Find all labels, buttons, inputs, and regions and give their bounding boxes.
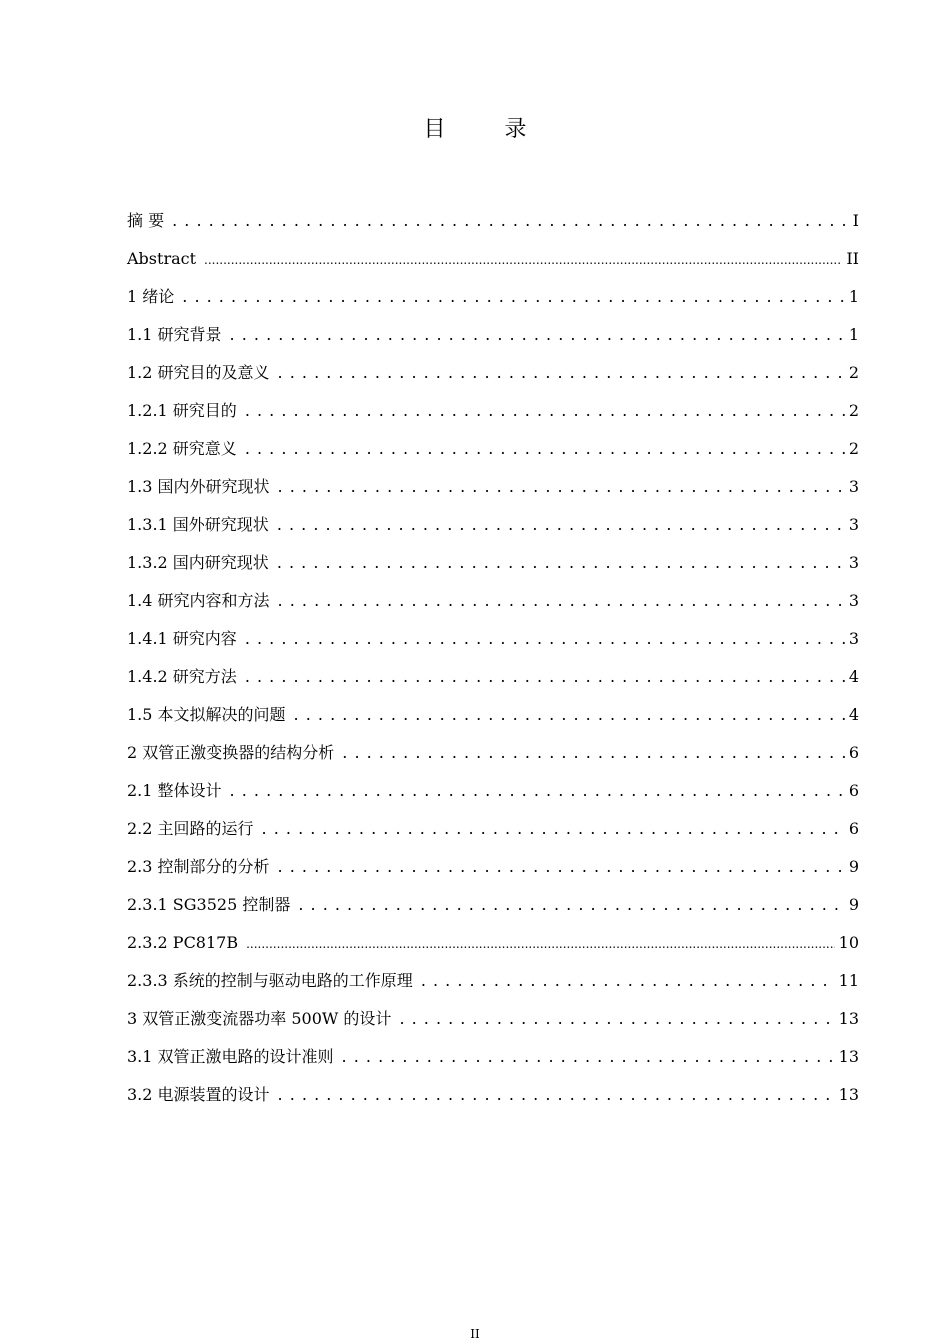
toc-leader-dots [278,1076,835,1114]
toc-entry[interactable] [127,886,859,924]
toc-leader-dots [421,962,835,1000]
toc-leader-dots [277,506,845,544]
toc-entry-label: 1.4 研究内容和方法 [127,591,270,610]
toc-entry[interactable] [127,468,859,506]
toc-entry-label: 1.3 国内外研究现状 [127,477,270,496]
toc-entry-label: 1.1 研究背景 [127,325,222,344]
toc-entry-page: II [846,249,859,268]
toc-entry[interactable] [127,430,859,468]
toc-leader-dots [399,1000,834,1038]
toc-leader-dots [278,468,845,506]
toc-leader-dots [245,620,845,658]
toc-entry-page: 1 [848,287,859,306]
toc-entry[interactable] [127,772,859,810]
toc-entry-page: 13 [838,1047,859,1066]
toc-entry-page: 1 [848,325,859,344]
toc-entry-label: 1.4.1 研究内容 [127,629,237,648]
toc-entry[interactable] [127,1000,859,1038]
toc-entry-label: 2 双管正激变换器的结构分析 [127,743,335,762]
toc-entry[interactable] [127,316,859,354]
toc-entry-label: 1.5 本文拟解决的问题 [127,705,286,724]
table-of-contents [127,202,859,1114]
toc-entry-page: 11 [838,971,859,990]
toc-entry-label: 1.2 研究目的及意义 [127,363,270,382]
toc-entry-label: 1 绪论 [127,287,175,306]
toc-entry-label: 1.3.1 国外研究现状 [127,515,269,534]
toc-entry-page: 9 [848,857,859,876]
toc-leader-dots [298,886,844,924]
toc-leader-dots [342,1038,835,1076]
toc-entry[interactable] [127,924,859,962]
toc-entry[interactable] [127,962,859,1000]
toc-entry-page: 3 [848,553,859,572]
toc-entry-label: Abstract [127,249,197,268]
toc-leader-dots [182,278,845,316]
toc-entry-page: 3 [848,629,859,648]
toc-entry-page: 3 [848,515,859,534]
toc-entry[interactable] [127,278,859,316]
toc-leader-dots [245,658,845,696]
toc-entry[interactable] [127,582,859,620]
toc-entry-page: 3 [848,591,859,610]
toc-entry[interactable] [127,544,859,582]
toc-leader-dots [246,924,835,963]
toc-entry-label: 2.2 主回路的运行 [127,819,254,838]
toc-entry-label: 3 双管正激变流器功率 500W 的设计 [127,1009,392,1028]
toc-entry[interactable] [127,240,859,278]
toc-entry-page: 13 [838,1085,859,1104]
toc-entry-page: 2 [848,439,859,458]
toc-entry-page: 13 [838,1009,859,1028]
toc-entry[interactable] [127,202,859,240]
toc-entry-label: 1.2.2 研究意义 [127,439,237,458]
toc-entry-label: 3.1 双管正激电路的设计准则 [127,1047,334,1066]
toc-entry-page: 2 [848,363,859,382]
toc-entry-page: 2 [848,401,859,420]
toc-entry-label: 2.3.3 系统的控制与驱动电路的工作原理 [127,971,413,990]
toc-leader-dots [262,810,845,848]
toc-leader-dots [278,582,845,620]
toc-entry[interactable] [127,810,859,848]
toc-leader-dots [278,848,845,886]
toc-leader-dots [204,240,842,279]
toc-entry-label: 1.3.2 国内研究现状 [127,553,269,572]
page-number-footer: II [470,1327,480,1341]
toc-leader-dots [230,316,845,354]
toc-entry-page: 6 [848,781,859,800]
toc-entry-label: 2.3.1 SG3525 控制器 [127,895,291,914]
toc-entry[interactable] [127,658,859,696]
toc-leader-dots [342,734,845,772]
toc-entry-label: 摘 要 [127,211,165,230]
toc-entry[interactable] [127,1038,859,1076]
toc-entry-label: 2.1 整体设计 [127,781,222,800]
page-title: 目 录 [423,117,553,142]
toc-entry[interactable] [127,696,859,734]
toc-entry-label: 2.3.2 PC817B [127,933,239,952]
toc-entry[interactable] [127,734,859,772]
toc-entry-page: I [852,211,859,230]
toc-leader-dots [172,202,849,240]
toc-entry[interactable] [127,392,859,430]
toc-entry-page: 4 [848,705,859,724]
toc-entry-page: 9 [848,895,859,914]
toc-leader-dots [294,696,845,734]
toc-entry[interactable] [127,848,859,886]
toc-entry[interactable] [127,506,859,544]
toc-entry-page: 10 [838,933,859,952]
toc-entry-page: 6 [848,743,859,762]
toc-leader-dots [245,430,845,468]
toc-entry-page: 4 [848,667,859,686]
toc-leader-dots [245,392,845,430]
toc-entry-label: 2.3 控制部分的分析 [127,857,270,876]
toc-entry-page: 6 [848,819,859,838]
toc-entry[interactable] [127,354,859,392]
toc-entry[interactable] [127,620,859,658]
toc-leader-dots [278,354,845,392]
toc-leader-dots [230,772,845,810]
toc-entry-label: 1.4.2 研究方法 [127,667,237,686]
toc-entry-label: 1.2.1 研究目的 [127,401,237,420]
toc-entry-page: 3 [848,477,859,496]
toc-entry[interactable] [127,1076,859,1114]
toc-leader-dots [277,544,845,582]
toc-entry-label: 3.2 电源装置的设计 [127,1085,270,1104]
